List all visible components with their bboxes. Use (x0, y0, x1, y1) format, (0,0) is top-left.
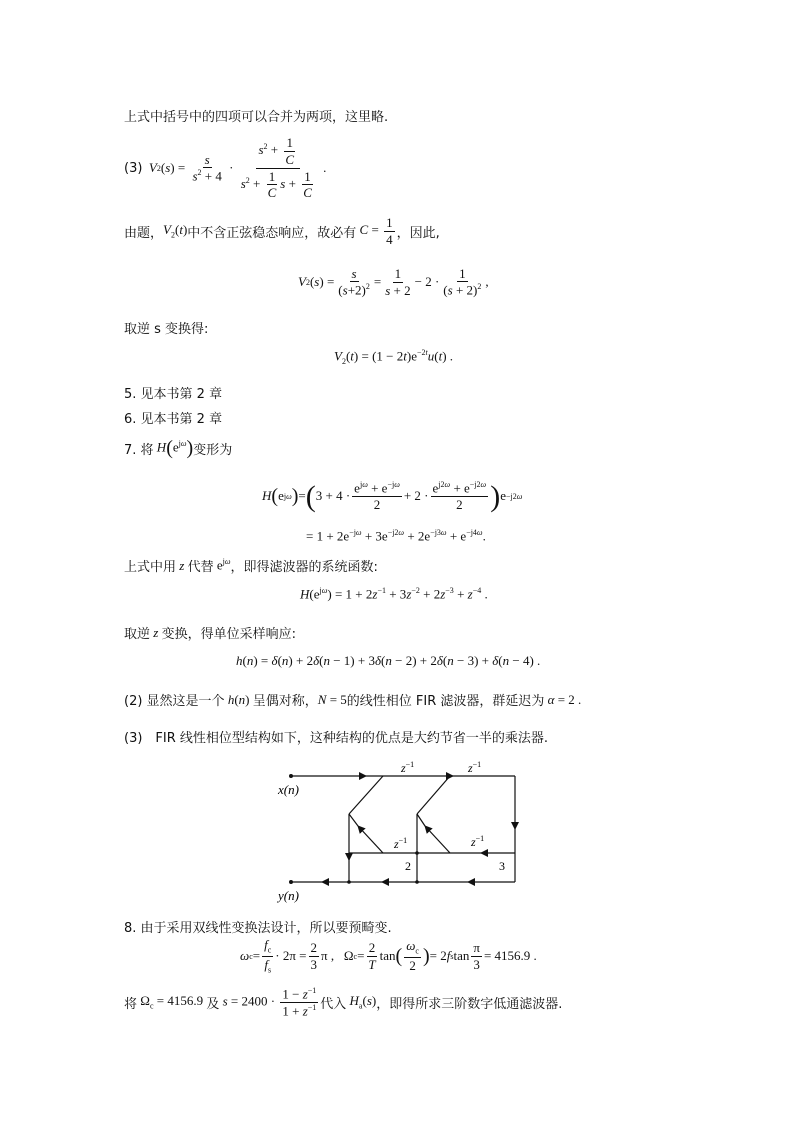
fir-structure-diagram (270, 752, 530, 904)
equation-v2t: $V_2(t) = (1 - 2t)e^{-2t}u(t)$ . (334, 348, 454, 366)
diag-1-top (349, 776, 383, 814)
output-node (289, 880, 293, 884)
diag-2-return (425, 826, 450, 853)
diag-1-return-join (349, 814, 358, 826)
delay-label-4: $z^{-1}$ (471, 834, 485, 849)
junction-2 (415, 880, 419, 884)
text-line-structure: (3) FIR 线性相位型结构如下，这种结构的优点是大约节省一半的乘法器. (124, 731, 549, 746)
equation-h-result: = $1 + 2e^{-j\omega} + 3e^{-j2\omega} + 2e^{-j3\omega} + e^{-j4\omega}$. (306, 528, 486, 544)
text-line-1: 上式中括号中的四项可以合并为两项，这里略. (124, 110, 389, 125)
equation-system-function: $H(e^{j\omega}) = 1 + 2z^{-1} + 3z^{-2} + 2z^{-3} + z^{-4}$ . (300, 586, 488, 602)
equation-impulse-response: h(n) = δ(n) + 2δ(n − 1) + 3δ(n − 2) + 2δ(n − 3) + δ(n − 4) . (236, 653, 541, 668)
equation-h-expansion: H ( e jω ) = ( 3 + 4 · $\frac{e^{j\omega} + e^{-j\omega}}{2}$ + 2 · $\frac{e^{j2\omega} + e^{-j2\omega}}{2}$ ) e −j2ω (262, 479, 523, 513)
coefficient-3: 3 (499, 859, 505, 873)
item-5: 5. 见本书第 2 章 (124, 387, 223, 402)
text-line-linear-phase: (2) 显然这是一个 h(n) 呈偶对称， N = 5 的线性相位 FIR 滤波器，群延迟为 α = 2 . (124, 691, 582, 709)
diag-1-return (358, 826, 383, 853)
item-8: 8. 由于采用双线性变换法设计，所以要预畸变. (124, 921, 392, 936)
text-line-substitute: 上式中用 z 代替 $e^{j\omega}$ ，即得滤波器的系统函数: (124, 557, 378, 575)
equation-partial-fraction: V 2 ( s ) = $\frac{s}{(s+2)^2}$ = $\frac{1}{s + 2}$ − 2 · $\frac{1}{(s + 2)^2}$ , (298, 265, 489, 298)
text-line-inverse-s: 取逆 s 变换得: (124, 322, 209, 337)
text-line-condition: 由题， $V_2(t)$ 中不含正弦稳态响应，故必有 C = $\frac{1}{4}$ ，因此, (124, 214, 440, 247)
delay-label-1: $z^{-1}$ (401, 760, 415, 775)
output-label: y(n) (278, 888, 299, 903)
coefficient-2: 2 (405, 859, 411, 873)
junction-3 (415, 851, 419, 855)
junction-1 (347, 880, 351, 884)
diag-2-return-join (417, 814, 425, 826)
equation-prewarp: ω c = $\frac{f_c}{f_s}$ · 2π = $\frac{2}{3}$ π , Ω c = $\frac{2}{T}$ tan ( $\frac{\omega_c}{2}$ ) = 2 f s tan $\frac{\pi}{3}$ = 4156.9 . (240, 936, 537, 975)
item-6: 6. 见本书第 2 章 (124, 412, 223, 427)
equation-v2s: (3) V 2 ( s ) = $\frac{s}{s^2 + 4}$ · $s^2$ + $\frac{1}{C}$ $s^2$ + $\frac{1}{C}$ s + $\frac{1}{C}$ . (124, 135, 327, 201)
input-label: x(n) (278, 782, 299, 797)
delay-label-3: $z^{-1}$ (394, 836, 408, 851)
delay-label-2: $z^{-1}$ (468, 760, 482, 775)
item-7: 7. 将 $H(e^{j\omega})$ 变形为 (124, 437, 233, 459)
input-node (289, 774, 293, 778)
diag-2-top (417, 776, 450, 814)
text-line-inverse-z: 取逆 z 变换，得单位采样响应: (124, 624, 296, 642)
item-label-3: (3) (124, 160, 143, 176)
text-line-substitution-final: 将 $\Omega_c = 4156.9$ 及 s = 2400 · $\frac{1 - z^{-1}}{1 + z^{-1}}$ 代入 $H_a(s)$ ，即得所求三阶数字低通滤波器. (124, 985, 563, 1018)
